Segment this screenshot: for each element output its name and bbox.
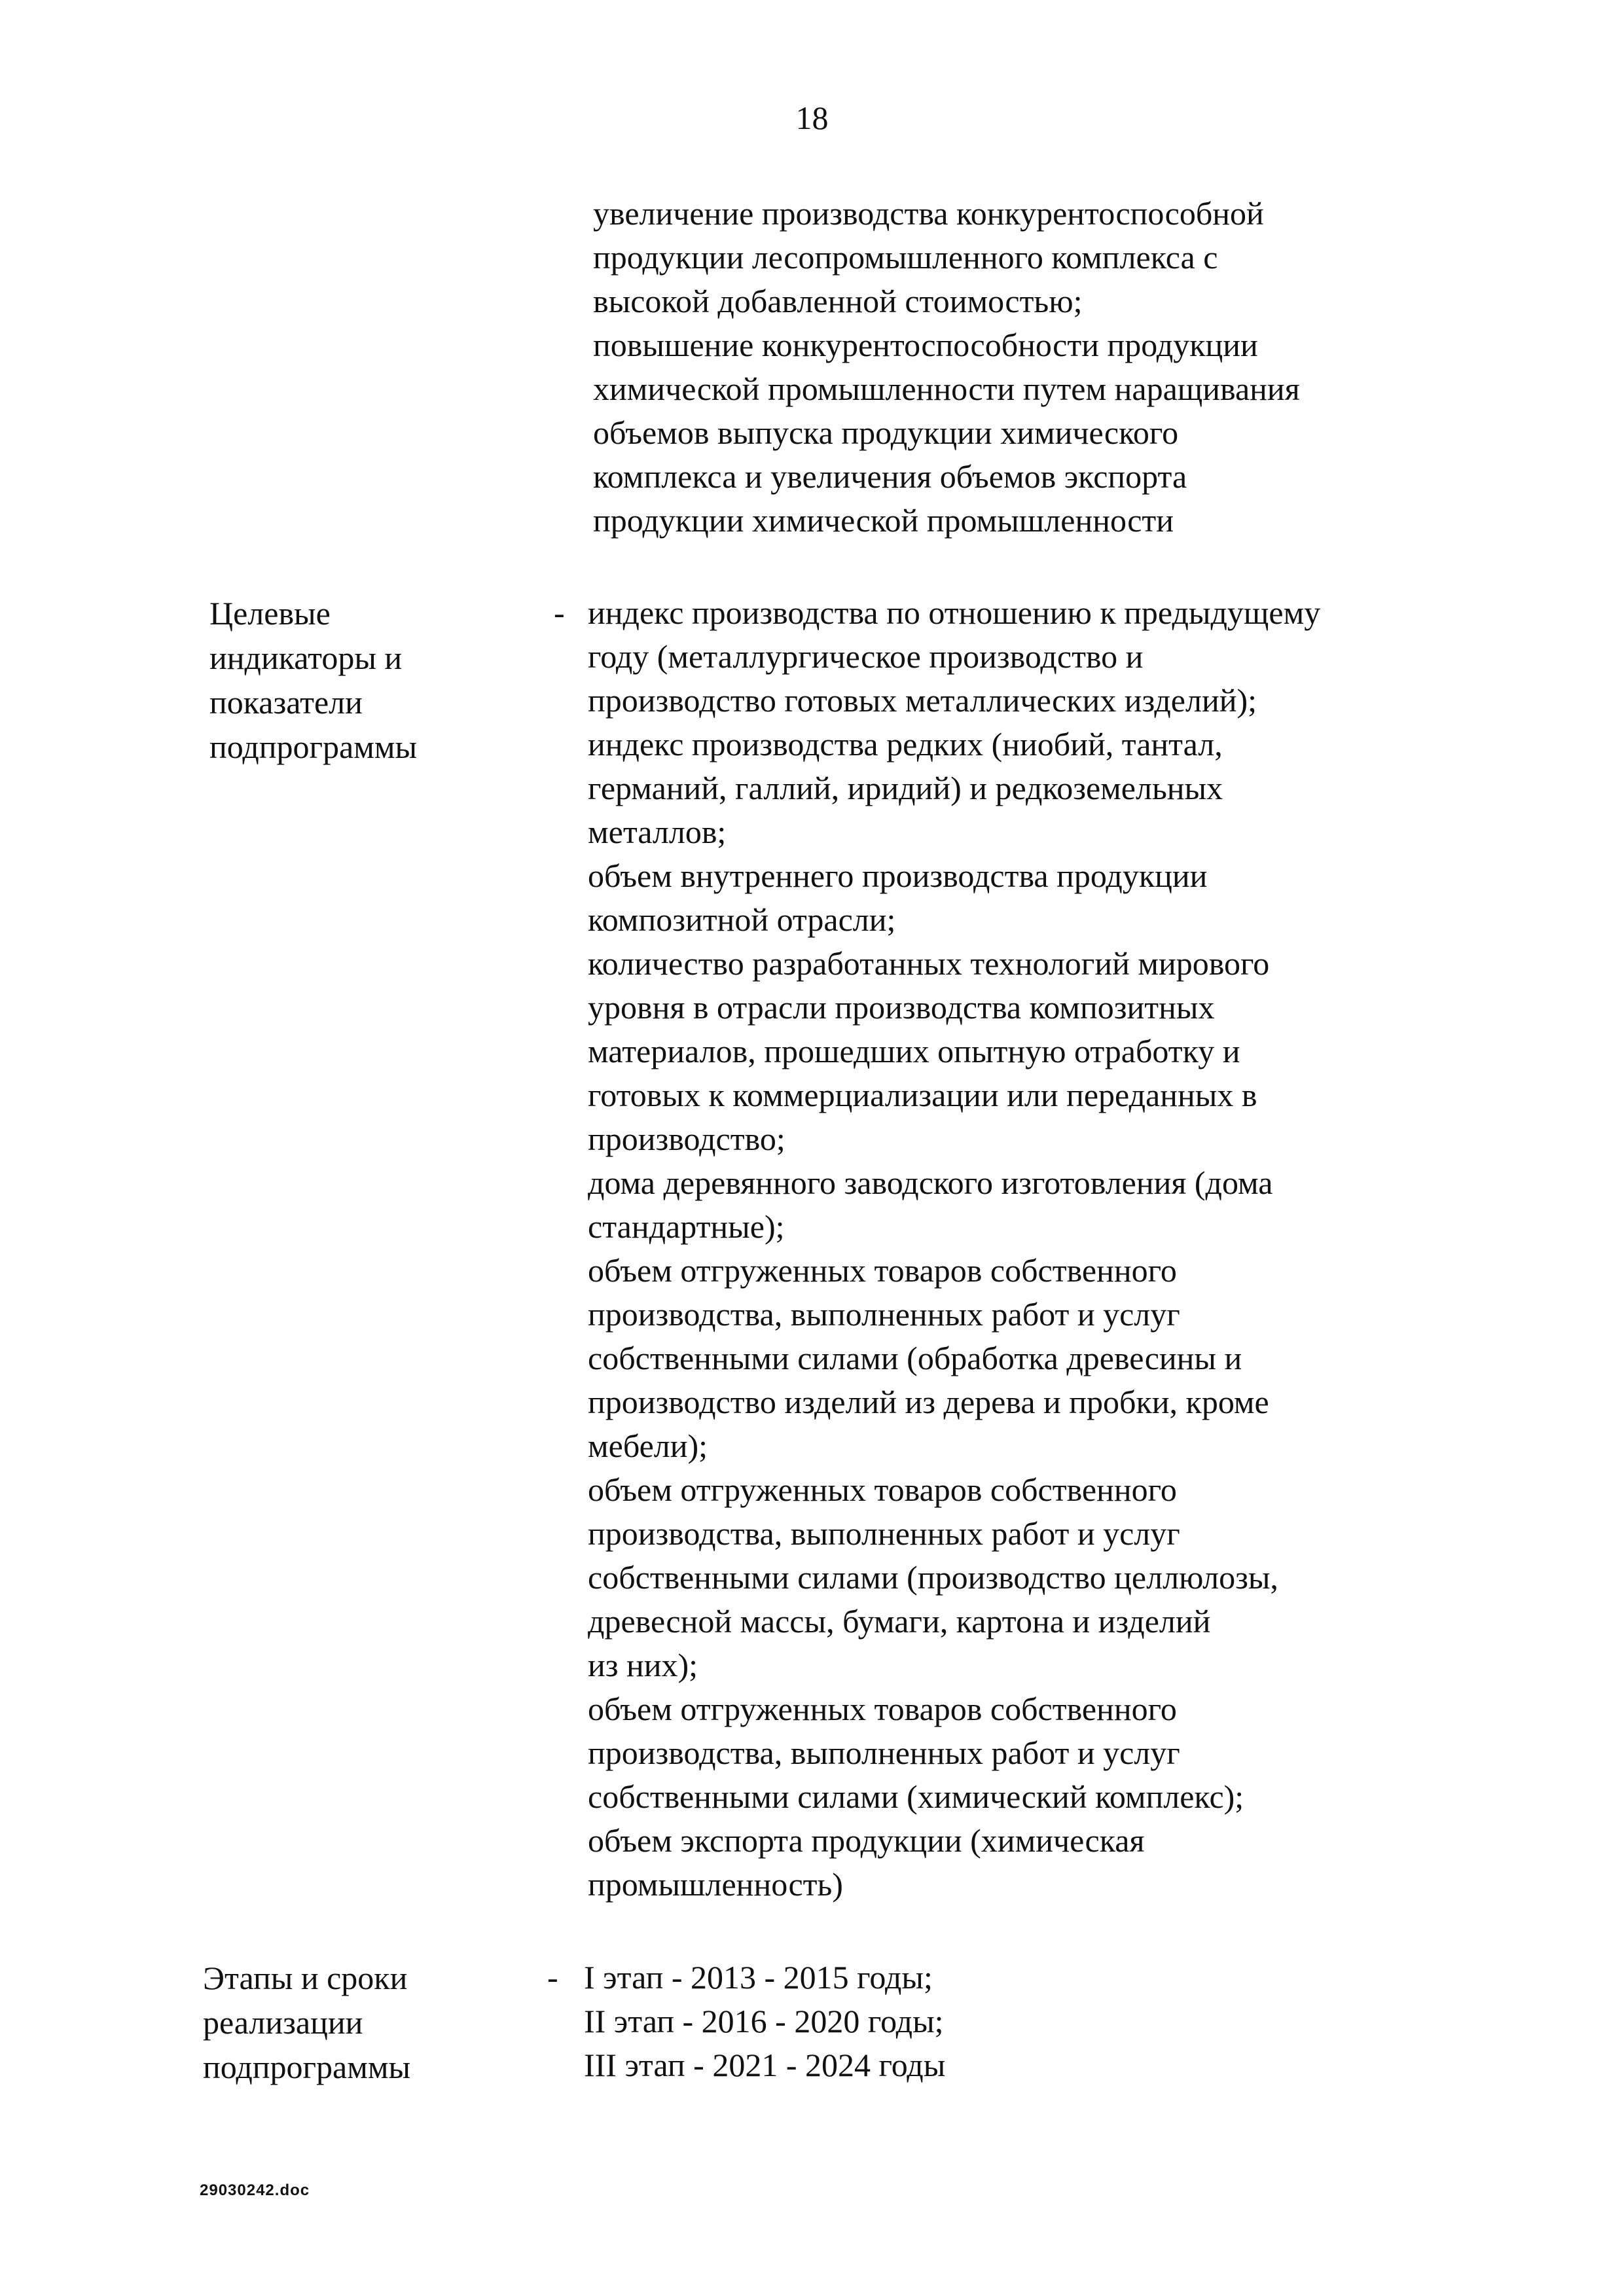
indicator-line: германий, галлий, иридий) и редкоземельных [588,770,1223,806]
indicator-line: объем внутреннего производства продукции [588,857,1208,894]
page-number: 18 [795,99,829,136]
indicator-line: из них); [588,1647,698,1683]
footer-doc-name: 29030242.doc [200,2181,310,2199]
indicator-line: количество разработанных технологий мирового [588,945,1270,982]
indicator-line: объем отгруженных товаров собственного [588,1691,1177,1727]
intro-line: высокой добавленной стоимостью; [593,283,1083,319]
intro-line: объемов выпуска продукции химического [593,414,1179,451]
indicator-line: производство; [588,1121,785,1157]
stages-label [203,1956,543,2089]
indicators-label [209,591,550,769]
indicator-line: индекс производства по отношению к предыдущему [588,594,1321,631]
indicator-line: собственными силами (обработка древесины и [588,1340,1242,1376]
intro-line: комплекса и увеличения объемов экспорта [593,458,1187,495]
indicator-line: индекс производства редких (ниобий, тантал, [588,726,1223,762]
indicator-line: готовых к коммерциализации или переданных в [588,1077,1257,1113]
stages-label-line: реализации [203,2004,363,2041]
indicators-label-line: подпрограммы [209,728,418,765]
indicator-line: мебели); [588,1427,708,1464]
stages-values [584,1956,1533,2087]
intro-line: повышение конкурентоспособности продукции [593,327,1258,363]
stages-label-line: подпрограммы [203,2049,411,2085]
indicator-line: промышленность) [588,1866,843,1903]
indicator-line: материалов, прошедших опытную отработку и [588,1033,1240,1069]
indicators-label-line: индикаторы и [209,639,403,676]
stage-line: I этап - 2013 - 2015 годы; [584,1959,933,1996]
indicator-line: производства, выполненных работ и услуг [588,1515,1180,1552]
indicator-line: объем экспорта продукции (химическая [588,1822,1145,1859]
indicator-line: производства, выполненных работ и услуг [588,1296,1180,1333]
indicator-line: производства, выполненных работ и услуг [588,1734,1180,1771]
indicator-line: собственными силами (производство целлюлозы, [588,1559,1278,1596]
indicator-line: производство изделий из дерева и пробки, кроме [588,1384,1269,1420]
indicator-line: объем отгруженных товаров собственного [588,1252,1177,1289]
stages-dash: - [547,1959,558,1996]
intro-block [593,192,1509,543]
stage-line: III этап - 2021 - 2024 годы [584,2047,946,2083]
indicators-label-line: показатели [209,684,363,721]
indicator-line: металлов; [588,814,727,850]
indicator-line: собственными силами (химический комплекс); [588,1778,1244,1815]
indicator-line: году (металлургическое производство и [588,638,1144,675]
indicators-label-line: Целевые [209,595,331,632]
intro-line: продукции химической промышленности [593,502,1174,539]
indicator-line: уровня в отрасли производства композитных [588,989,1215,1026]
indicators-dash: - [554,594,565,631]
indicators-values [588,591,1537,1907]
stages-label-line: Этапы и сроки [203,1960,408,1996]
indicator-line: стандартные); [588,1208,785,1245]
stage-line: II этап - 2016 - 2020 годы; [584,2003,944,2039]
indicator-line: древесной массы, бумаги, картона и изделий [588,1603,1211,1640]
indicator-line: объем отгруженных товаров собственного [588,1471,1177,1508]
intro-line: химической промышленности путем наращивания [593,370,1300,407]
indicator-line: производство готовых металлических изделий); [588,682,1257,719]
intro-line: продукции лесопромышленного комплекса с [593,239,1218,276]
indicator-line: дома деревянного заводского изготовления (дома [588,1164,1273,1201]
intro-line: увеличение производства конкурентоспособной [593,195,1264,232]
indicator-line: композитной отрасли; [588,901,896,938]
